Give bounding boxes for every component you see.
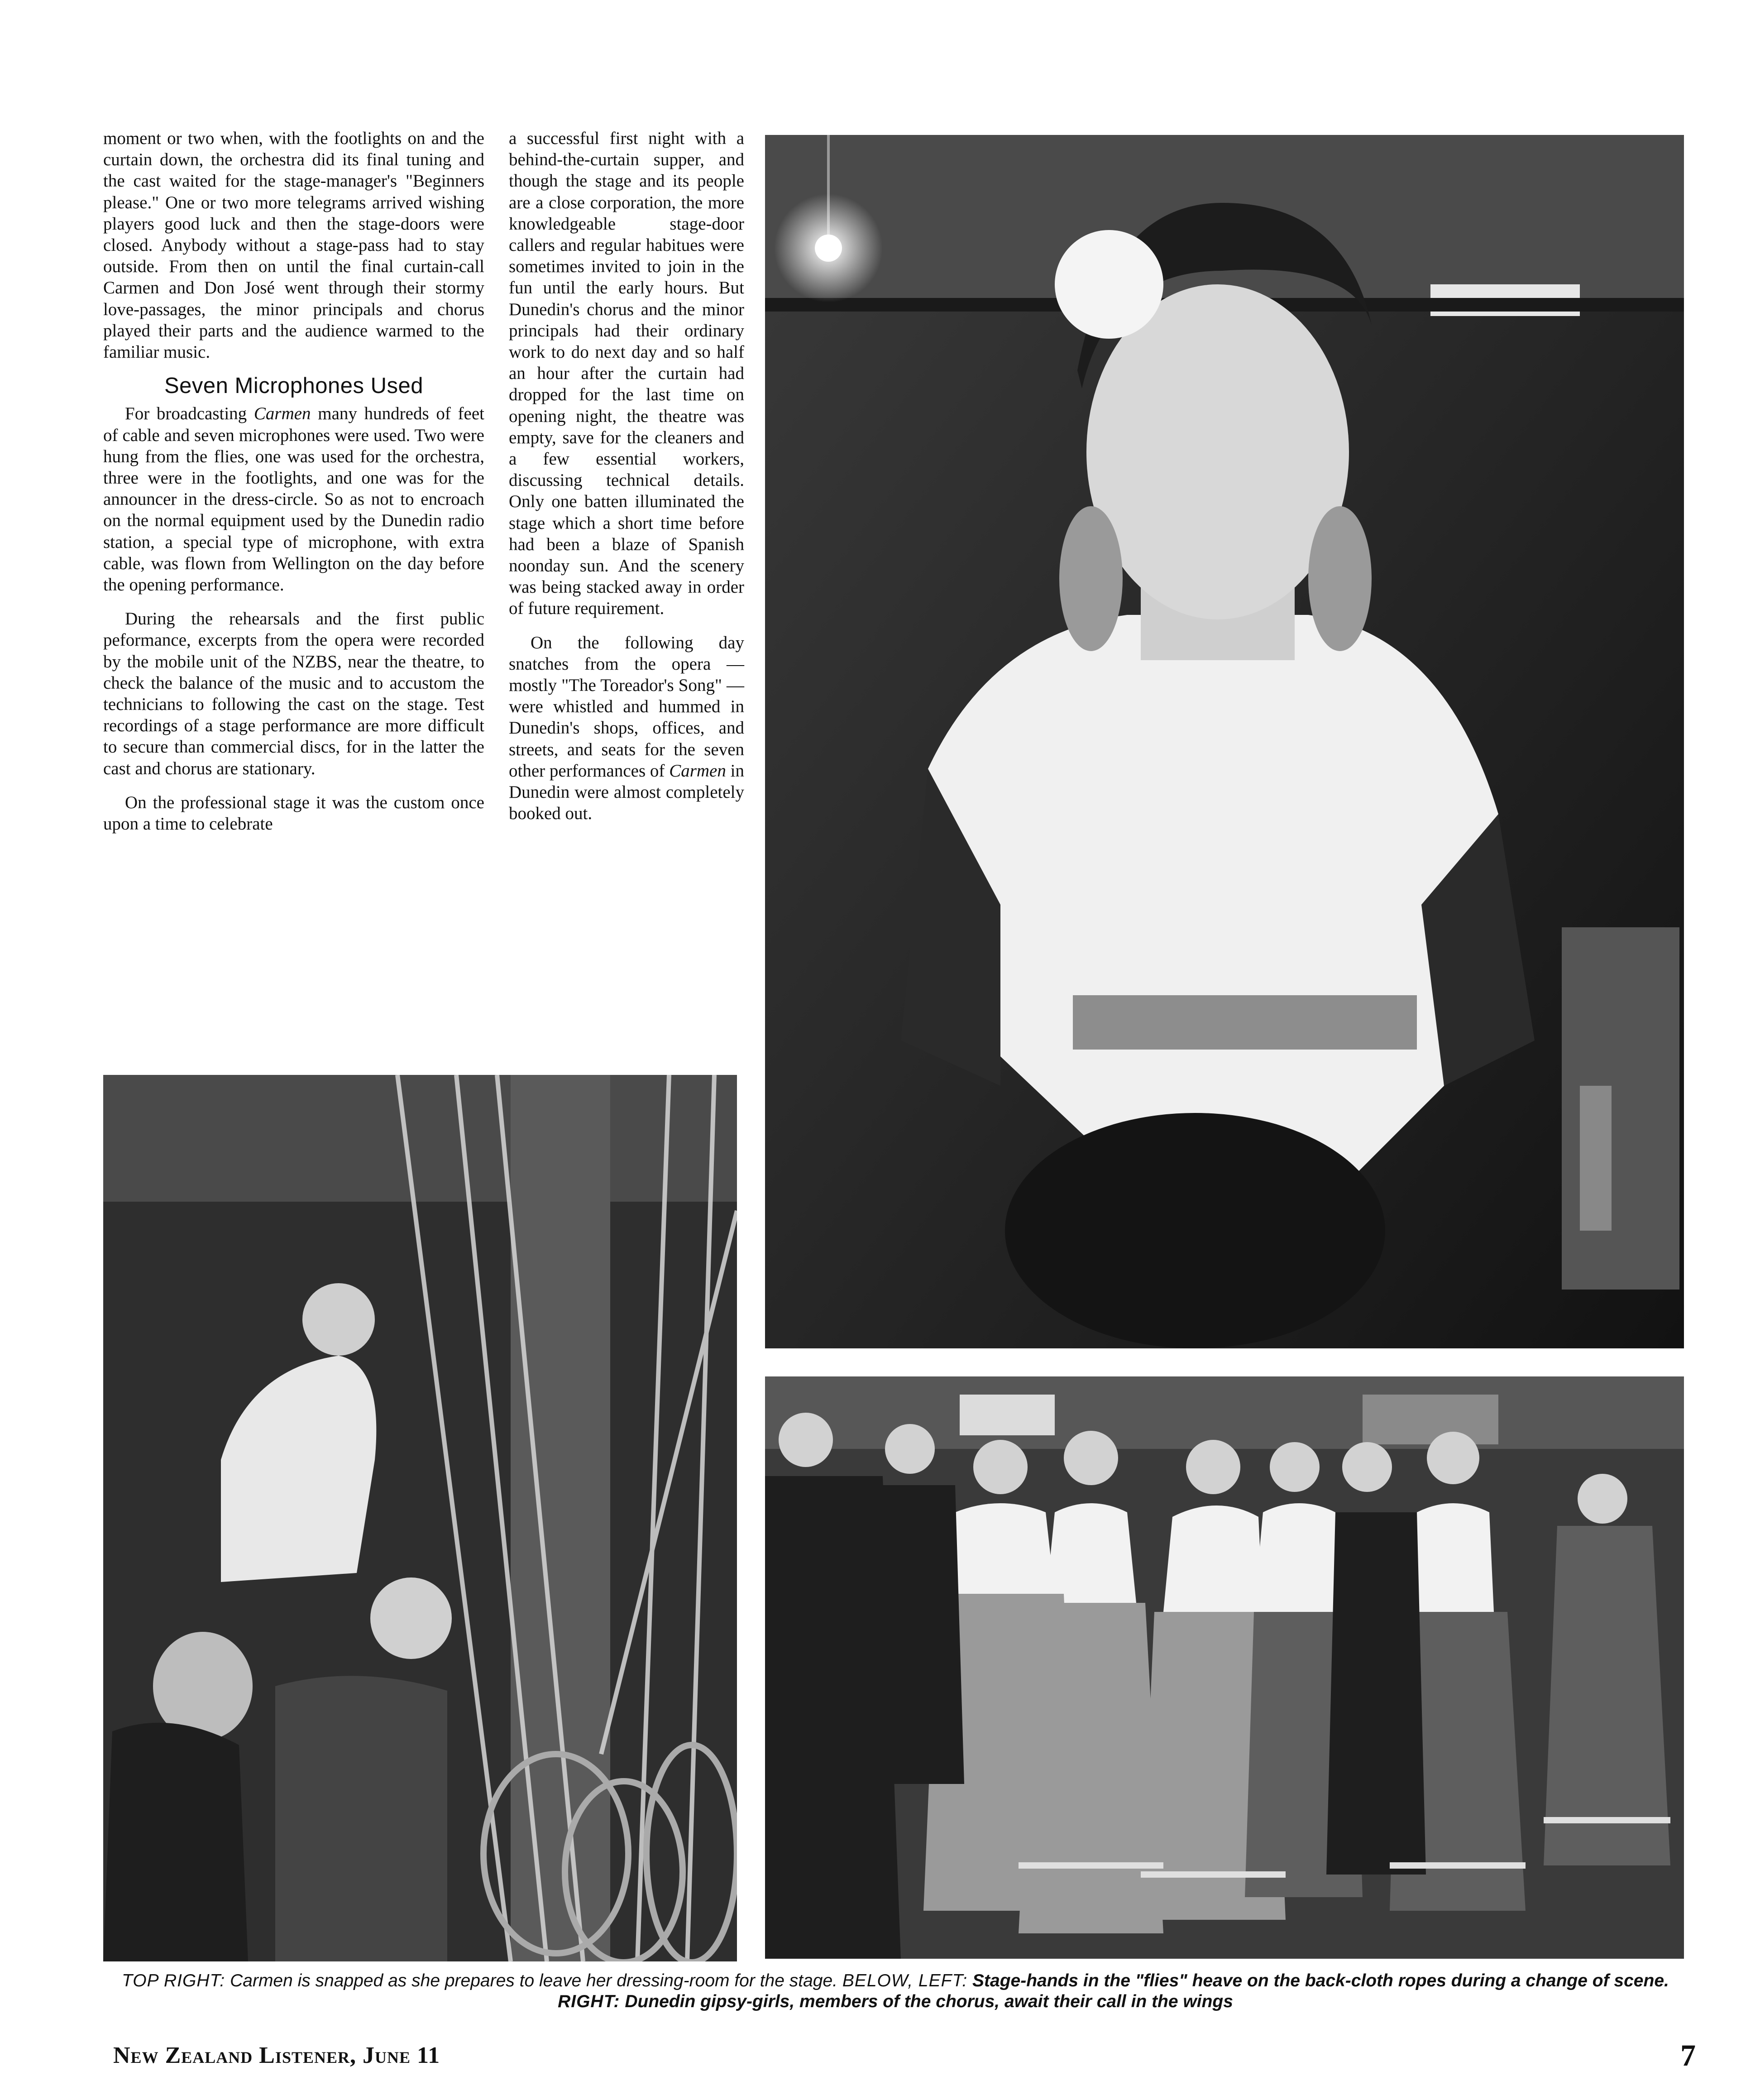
caption-text-below-left: Stage-hands in the "flies" heave on the back-cloth ropes during a change of scene. [967,1971,1669,1990]
paragraph: During the rehearsals and the first public peformance, excerpts from the opera were recorded by the mobile unit of the NZBS, near the theatre, to check the balance of the music and to accustom the technicians to following the cast on the stage. Test recordings of a stage performance are more difficult to secure than commercial discs, for in the latter the cast and chorus are stationary. [103,609,484,778]
section-heading: Seven Microphones Used [164,374,424,398]
caption-label-right: RIGHT: [558,1992,620,2011]
caption-label-below-left: BELOW, LEFT: [842,1971,968,1990]
article-column-2 [509,128,744,837]
caption-text-right: Dunedin gipsy-girls, members of the chorus, await their call in the wings [620,1992,1233,2011]
paragraph: For broadcasting Carmen many hundreds of feet of cable and seven microphones were used. Two were hung from the flies, one was used for the orchestra, three were in the footlights, and one was for the announcer in the dress-circle. So as not to encroach on the normal equipment used by the Dunedin radio station, a special type of microphone, with extra cable, was flown from Wellington on the day before the opening performance. [103,404,484,595]
photo-gipsy-girls-chorus [765,1376,1684,1959]
paragraph: On the professional stage it was the custom once upon a time to celebrate [103,792,484,834]
photo-caption [103,1971,1688,2012]
caption-label-top-right: TOP RIGHT: [122,1971,225,1990]
article-column-1 [103,128,484,847]
photo-stage-hands-flies [103,1075,737,1961]
caption-text-top-right: Carmen is snapped as she prepares to leave her dressing-room for the stage. [225,1971,837,1990]
page-number: 7 [1680,2038,1696,2072]
publication-footer: New Zealand Listener, June 11 [113,2042,440,2068]
photo-carmen-dressing-room [765,135,1684,1348]
paragraph: a successful first night with a behind-the-curtain supper, and though the stage and its people are a close corporation, the more knowledgeable stage-door callers and regular habitues were sometimes invited to join in the fun until the early hours. But Dunedin's chorus and the minor principals had their ordinary work to do next day and so half an hour after the curtain had dropped for the last time on opening night, the theatre was empty, save for the cleaners and a few essential workers, discussing technical details. Only one batten illuminated the stage which a short time before had been a blaze of Spanish noonday sun. And the scenery was being stacked away in order of future requirement. [509,129,744,618]
paragraph: moment or two when, with the footlights on and the curtain down, the orchestra did its final tuning and the cast waited for the stage-manager's "Beginners please." One or two more telegrams arrived wishing players good luck and then the stage-doors were closed. Anybody without a stage-pass had to stay outside. From then on until the final curtain-call Carmen and Don José went through their stormy love-passages, the minor principals and chorus played their parts and the audience warmed to the familiar music. [103,129,484,362]
paragraph: On the following day snatches from the opera —mostly "The Toreador's Song" — were whistled and hummed in Dunedin's shops, offices, and streets, and seats for the seven other performances of Carmen in Dunedin were almost completely booked out. [509,633,744,824]
